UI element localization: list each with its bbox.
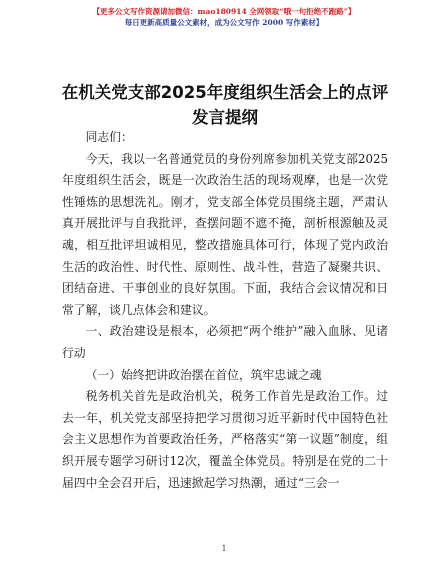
salutation: 同志们： [85, 130, 133, 144]
promo-line-2: 每日更新高质量公文素材，成为公文写作 2000 写作素材】 [124, 18, 324, 27]
section-heading-1: 一、政治建设是根本，必须把“两个维护”融入血脉、见诸行动 [62, 324, 388, 360]
page-number: 1 [221, 544, 227, 553]
paragraph-intro: 今天，我以一名普通党员的身份列席参加机关党支部2025年度组织生活会，既是一次政治生活的现场观摩，也是一次党性锤炼的思想洗礼。刚才，党支部全体党员围绕主题，严肃认真开展批评与自我批评，查摆问题不遮不掩，剖析根源触及灵魂，相互批评坦诚相见，整改措施具体可行，体现了党内政治生活的政治性、时代性、原则性、战斗性，营造了凝聚共识、团结奋进、干事创业的良好氛围。下面，我结合会议情况和日常了解，谈几点体会和建议。 [62, 151, 388, 317]
document-body [62, 127, 388, 494]
document-title: 在机关党支部2025年度组织生活会上的点评发言提纲 [61, 83, 389, 127]
promo-line-1: 【更多公文写作资源请加微信：mao180914 全网领取“哦一句拒绝不跑路”】 [92, 7, 356, 16]
subsection-heading-1: （一）始终把讲政治摆在首位，筑牢忠诚之魂 [85, 367, 322, 382]
paragraph-body-1: 税务机关首先是政治机关，税务工作首先是政治工作。过去一年，机关党支部坚持把学习贯彻习近平新时代中国特色社会主义思想作为首要政治任务，严格落实“第一议题”制度，组织开展专题学习研讨12次，覆盖全体党员。特别是在党的二十届四中全会召开后，迅速掀起学习热潮，通过“三会一 [62, 389, 388, 490]
promo-banner [0, 6, 448, 28]
